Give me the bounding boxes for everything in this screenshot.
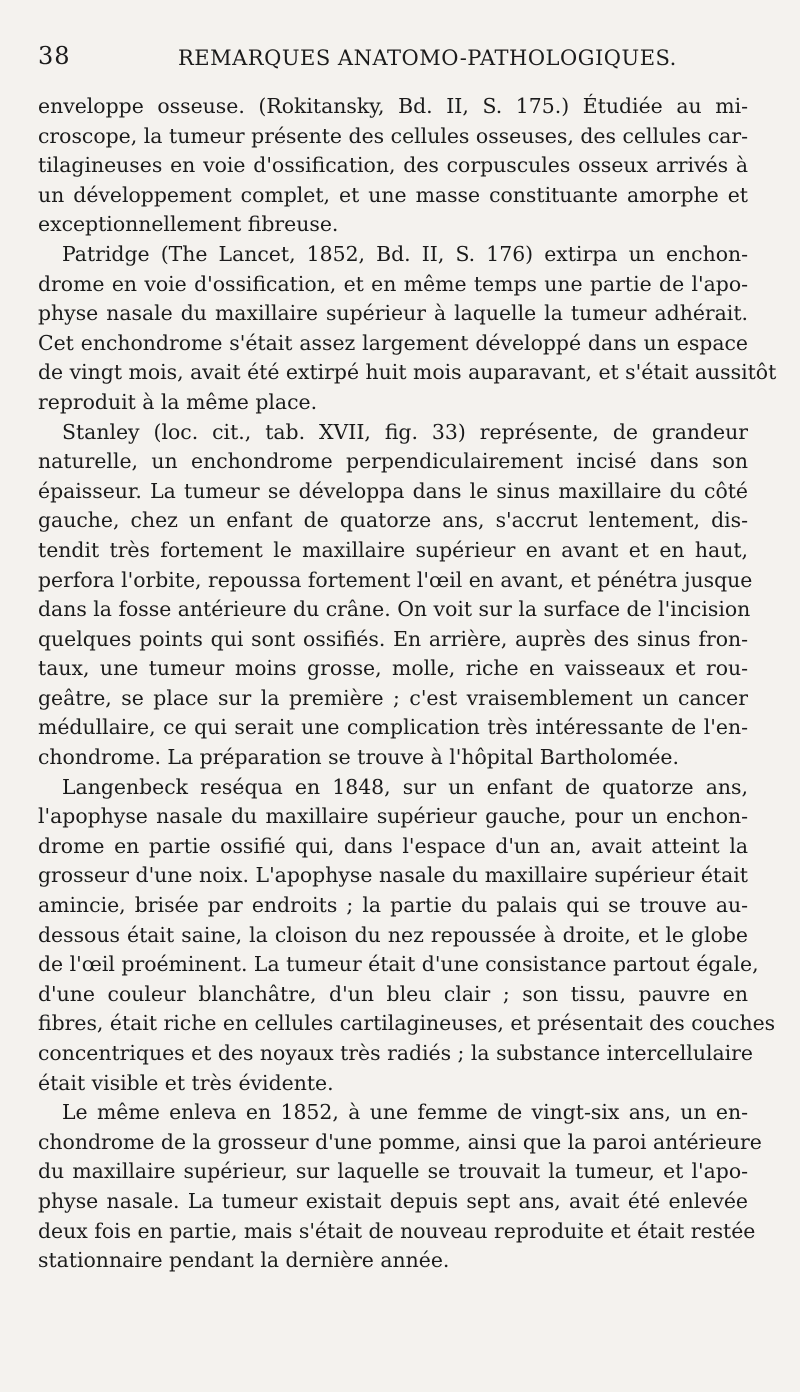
text-line: dessous était saine, la cloison du nez repoussée à droite, et le globe <box>38 922 748 947</box>
text-line: stationnaire pendant la dernière année. <box>38 1248 450 1273</box>
text-line: chondrome de la grosseur d'une pomme, ainsi que la paroi antérieure <box>38 1129 762 1154</box>
text-line: perfora l'orbite, repoussa fortement l'œil en avant, et pénétra jusque <box>38 567 753 592</box>
text-line: naturelle, un enchondrome perpendiculairement incisé dans son <box>38 449 748 474</box>
page-header <box>38 38 748 78</box>
text-line: Cet enchondrome s'était assez largement développé dans un espace <box>38 330 748 355</box>
paragraph <box>38 773 776 1099</box>
text-line: tilagineuses en voie d'ossification, des corpuscules osseux arrivés à <box>38 153 748 178</box>
text-line: fibres, était riche en cellules cartilagineuses, et présentait des couches <box>38 1011 776 1036</box>
body-text <box>38 92 777 1276</box>
text-line: drome en voie d'ossification, et en même temps une partie de l'apo- <box>38 271 748 296</box>
paragraph <box>38 240 777 418</box>
text-line: l'apophyse nasale du maxillaire supérieur gauche, pour un enchon- <box>38 804 748 829</box>
paragraph <box>38 92 748 240</box>
text-line: drome en partie ossifié qui, dans l'espace d'un an, avait atteint la <box>38 833 748 858</box>
text-line: Stanley (loc. cit., tab. XVII, fig. 33) représente, de grandeur <box>62 419 748 444</box>
text-line: Le même enleva en 1852, à une femme de vingt-six ans, un en- <box>62 1100 748 1125</box>
text-line: d'une couleur blanchâtre, d'un bleu clair ; son tissu, pauvre en <box>38 981 748 1006</box>
text-line: dans la fosse antérieure du crâne. On voit sur la surface de l'incision <box>38 597 751 622</box>
text-line: taux, une tumeur moins grosse, molle, riche en vaisseaux et rou- <box>38 656 748 681</box>
text-line: physe nasale du maxillaire supérieur à laquelle la tumeur adhérait. <box>38 301 748 326</box>
text-line: reproduit à la même place. <box>38 389 318 414</box>
text-line: enveloppe osseuse. (Rokitansky, Bd. II, S. 175.) Étudiée au mi- <box>38 94 748 118</box>
text-line: grosseur d'une noix. L'apophyse nasale du maxillaire supérieur était <box>38 863 748 888</box>
text-line: du maxillaire supérieur, sur laquelle se trouvait la tumeur, et l'apo- <box>38 1159 748 1184</box>
text-line: médullaire, ce qui serait une complication très intéressante de l'en- <box>38 715 748 740</box>
text-line: croscope, la tumeur présente des cellules osseuses, des cellules car- <box>38 123 748 148</box>
text-line: Langenbeck reséqua en 1848, sur un enfant de quatorze ans, <box>62 774 748 799</box>
text-line: quelques points qui sont ossifiés. En arrière, auprès des sinus fron- <box>38 626 748 651</box>
text-line: concentriques et des noyaux très radiés ; la substance intercellulaire <box>38 1041 753 1065</box>
text-line: de vingt mois, avait été extirpé huit mois auparavant, et s'était aussitôt <box>38 360 777 385</box>
running-head: REMARQUES ANATOMO-PATHOLOGIQUES. <box>178 46 677 70</box>
text-line: gauche, chez un enfant de quatorze ans, s'accrut lentement, dis- <box>38 508 748 533</box>
paragraph <box>38 418 753 773</box>
text-line: chondrome. La préparation se trouve à l'hôpital Bartholomée. <box>38 745 679 770</box>
text-line: de l'œil proéminent. La tumeur était d'une consistance partout égale, <box>38 952 759 977</box>
page-number: 38 <box>38 42 71 70</box>
text-line: geâtre, se place sur la première ; c'est vraisemblement un cancer <box>38 685 748 710</box>
text-line: amincie, brisée par endroits ; la partie du palais qui se trouve au- <box>38 893 748 918</box>
text-line: épaisseur. La tumeur se développa dans le sinus maxillaire du côté <box>38 478 748 503</box>
text-line: physe nasale. La tumeur existait depuis sept ans, avait été enlevée <box>38 1188 748 1213</box>
text-line: Patridge (The Lancet, 1852, Bd. II, S. 176) extirpa un enchon- <box>62 241 748 266</box>
text-line: était visible et très évidente. <box>38 1070 334 1095</box>
text-line: deux fois en partie, mais s'était de nouveau reproduite et était restée <box>38 1218 756 1243</box>
paragraph <box>38 1098 762 1276</box>
text-line: un développement complet, et une masse constituante amorphe et <box>38 182 748 207</box>
text-line: tendit très fortement le maxillaire supérieur en avant et en haut, <box>38 537 748 562</box>
text-line: exceptionnellement fibreuse. <box>38 212 339 237</box>
